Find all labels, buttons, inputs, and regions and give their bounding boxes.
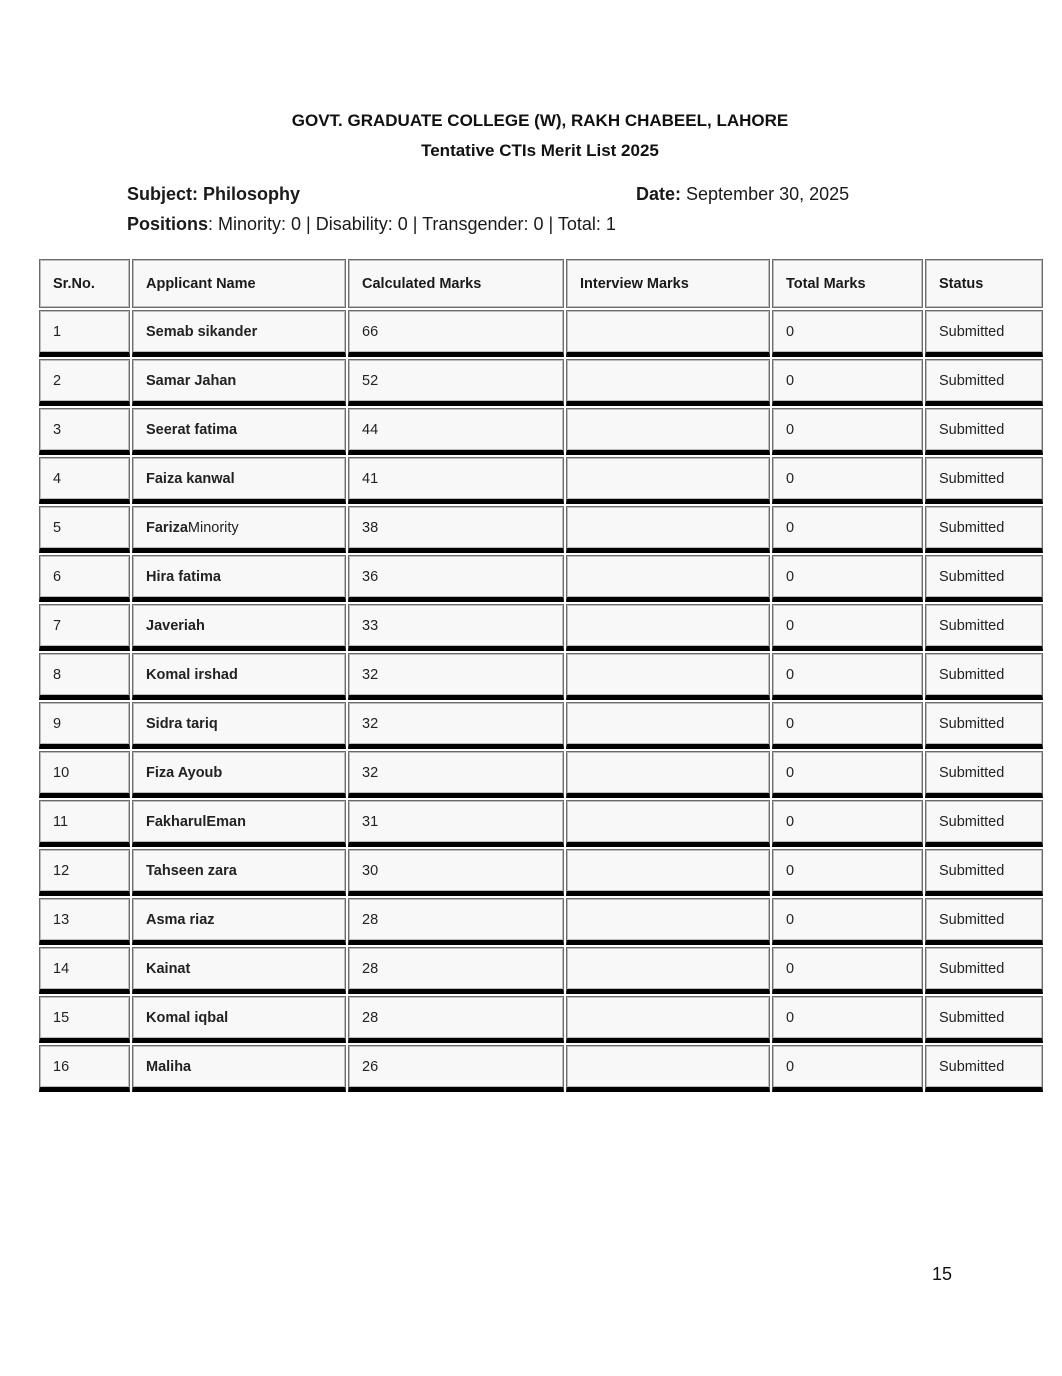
merit-list-title: Tentative CTIs Merit List 2025 bbox=[421, 141, 659, 160]
interview-marks-cell bbox=[566, 408, 770, 455]
applicant-name-cell bbox=[132, 653, 346, 700]
applicant-name: Hira fatima bbox=[146, 568, 221, 585]
table-row bbox=[39, 555, 1043, 602]
applicant-name: Faiza kanwal bbox=[146, 470, 235, 487]
table-row bbox=[39, 408, 1043, 455]
table-row bbox=[39, 604, 1043, 651]
applicant-name: Semab sikander bbox=[146, 323, 258, 340]
column-header-applicant-name: Applicant Name bbox=[132, 259, 346, 308]
interview-marks-cell bbox=[566, 898, 770, 945]
date-value: September 30, 2025 bbox=[686, 184, 850, 204]
sr-no-cell: 16 bbox=[39, 1045, 130, 1092]
applicant-name: Fiza Ayoub bbox=[146, 764, 223, 781]
interview-marks-cell bbox=[566, 506, 770, 553]
interview-marks-cell bbox=[566, 702, 770, 749]
sr-no-cell: 7 bbox=[39, 604, 130, 651]
sr-no-cell: 14 bbox=[39, 947, 130, 994]
applicant-name-cell bbox=[132, 800, 346, 847]
table-header-row bbox=[39, 259, 1043, 308]
sr-no-cell: 2 bbox=[39, 359, 130, 406]
status-cell: Submitted bbox=[925, 506, 1043, 553]
positions-label: Positions bbox=[127, 214, 209, 234]
applicant-name-cell bbox=[132, 1045, 346, 1092]
total-marks-cell: 0 bbox=[772, 408, 923, 455]
status-cell: Submitted bbox=[925, 359, 1043, 406]
status-cell: Submitted bbox=[925, 604, 1043, 651]
total-marks-cell: 0 bbox=[772, 898, 923, 945]
applicant-name: Fariza bbox=[146, 519, 188, 536]
calculated-marks-cell: 31 bbox=[348, 800, 564, 847]
calculated-marks-cell: 38 bbox=[348, 506, 564, 553]
total-marks-cell: 0 bbox=[772, 702, 923, 749]
applicant-name-cell bbox=[132, 702, 346, 749]
total-marks-cell: 0 bbox=[772, 310, 923, 357]
subject-line bbox=[127, 184, 300, 205]
interview-marks-cell bbox=[566, 457, 770, 504]
table-row bbox=[39, 800, 1043, 847]
applicant-category: Minority bbox=[187, 519, 239, 536]
calculated-marks-cell: 36 bbox=[348, 555, 564, 602]
interview-marks-cell bbox=[566, 800, 770, 847]
sr-no-cell: 12 bbox=[39, 849, 130, 896]
date-label: Date: bbox=[636, 184, 682, 204]
table-row bbox=[39, 702, 1043, 749]
status-cell: Submitted bbox=[925, 408, 1043, 455]
status-cell: Submitted bbox=[925, 653, 1043, 700]
applicant-name: Kainat bbox=[146, 960, 191, 977]
applicant-name-cell bbox=[132, 947, 346, 994]
calculated-marks-cell: 66 bbox=[348, 310, 564, 357]
interview-marks-cell bbox=[566, 359, 770, 406]
sr-no-cell: 5 bbox=[39, 506, 130, 553]
page-number: 15 bbox=[932, 1264, 953, 1284]
table-row bbox=[39, 310, 1043, 357]
status-cell: Submitted bbox=[925, 751, 1043, 798]
column-header-total-marks: Total Marks bbox=[772, 259, 923, 308]
table-row bbox=[39, 506, 1043, 553]
interview-marks-cell bbox=[566, 653, 770, 700]
applicant-name: FakharulEman bbox=[146, 813, 246, 830]
interview-marks-cell bbox=[566, 604, 770, 651]
applicant-name-cell bbox=[132, 408, 346, 455]
calculated-marks-cell: 33 bbox=[348, 604, 564, 651]
total-marks-cell: 0 bbox=[772, 1045, 923, 1092]
calculated-marks-cell: 41 bbox=[348, 457, 564, 504]
status-cell: Submitted bbox=[925, 310, 1043, 357]
applicant-name-cell bbox=[132, 457, 346, 504]
total-marks-cell: 0 bbox=[772, 947, 923, 994]
applicant-name: Javeriah bbox=[146, 617, 205, 634]
applicant-name: Samar Jahan bbox=[146, 372, 237, 389]
applicant-name-cell bbox=[132, 359, 346, 406]
sr-no-cell: 1 bbox=[39, 310, 130, 357]
applicant-name-cell bbox=[132, 996, 346, 1043]
interview-marks-cell bbox=[566, 849, 770, 896]
column-header-interview-marks: Interview Marks bbox=[566, 259, 770, 308]
calculated-marks-cell: 30 bbox=[348, 849, 564, 896]
column-header-status: Status bbox=[925, 259, 1043, 308]
total-marks-cell: 0 bbox=[772, 359, 923, 406]
applicant-name: Maliha bbox=[146, 1058, 192, 1075]
applicant-name-cell bbox=[132, 898, 346, 945]
status-cell: Submitted bbox=[925, 800, 1043, 847]
sr-no-cell: 10 bbox=[39, 751, 130, 798]
status-cell: Submitted bbox=[925, 702, 1043, 749]
date-line bbox=[636, 184, 849, 205]
calculated-marks-cell: 52 bbox=[348, 359, 564, 406]
column-header-calculated-marks: Calculated Marks bbox=[348, 259, 564, 308]
total-marks-cell: 0 bbox=[772, 555, 923, 602]
interview-marks-cell bbox=[566, 1045, 770, 1092]
table-body bbox=[39, 310, 1043, 1092]
applicant-name-cell bbox=[132, 310, 346, 357]
interview-marks-cell bbox=[566, 555, 770, 602]
applicant-name-cell bbox=[132, 555, 346, 602]
calculated-marks-cell: 28 bbox=[348, 947, 564, 994]
sr-no-cell: 9 bbox=[39, 702, 130, 749]
positions-value: : Minority: 0 | Disability: 0 | Transgender: 0 | Total: 1 bbox=[208, 214, 616, 234]
table-row bbox=[39, 653, 1043, 700]
calculated-marks-cell: 26 bbox=[348, 1045, 564, 1092]
sr-no-cell: 8 bbox=[39, 653, 130, 700]
column-header-sr-no: Sr.No. bbox=[39, 259, 130, 308]
table-row bbox=[39, 457, 1043, 504]
positions-line bbox=[127, 214, 616, 235]
status-cell: Submitted bbox=[925, 1045, 1043, 1092]
calculated-marks-cell: 28 bbox=[348, 996, 564, 1043]
sr-no-cell: 3 bbox=[39, 408, 130, 455]
table-row bbox=[39, 359, 1043, 406]
status-cell: Submitted bbox=[925, 849, 1043, 896]
calculated-marks-cell: 44 bbox=[348, 408, 564, 455]
merit-table bbox=[37, 257, 1045, 1094]
table-row bbox=[39, 1045, 1043, 1092]
total-marks-cell: 0 bbox=[772, 996, 923, 1043]
sr-no-cell: 15 bbox=[39, 996, 130, 1043]
interview-marks-cell bbox=[566, 310, 770, 357]
table-row bbox=[39, 898, 1043, 945]
applicant-name: Tahseen zara bbox=[146, 862, 237, 879]
status-cell: Submitted bbox=[925, 457, 1043, 504]
total-marks-cell: 0 bbox=[772, 604, 923, 651]
applicant-name-cell bbox=[132, 506, 346, 553]
applicant-name-cell bbox=[132, 751, 346, 798]
applicant-name: Seerat fatima bbox=[146, 421, 238, 438]
sr-no-cell: 6 bbox=[39, 555, 130, 602]
applicant-name: Komal irshad bbox=[146, 666, 238, 683]
table-row bbox=[39, 751, 1043, 798]
sr-no-cell: 11 bbox=[39, 800, 130, 847]
table-row bbox=[39, 996, 1043, 1043]
total-marks-cell: 0 bbox=[772, 751, 923, 798]
total-marks-cell: 0 bbox=[772, 849, 923, 896]
total-marks-cell: 0 bbox=[772, 800, 923, 847]
status-cell: Submitted bbox=[925, 555, 1043, 602]
interview-marks-cell bbox=[566, 996, 770, 1043]
applicant-name: Asma riaz bbox=[146, 911, 215, 928]
institution-title: GOVT. GRADUATE COLLEGE (W), RAKH CHABEEL, LAHORE bbox=[291, 111, 789, 130]
applicant-name-cell bbox=[132, 849, 346, 896]
subject-label: Subject: bbox=[127, 184, 199, 204]
sr-no-cell: 4 bbox=[39, 457, 130, 504]
calculated-marks-cell: 32 bbox=[348, 751, 564, 798]
calculated-marks-cell: 32 bbox=[348, 653, 564, 700]
applicant-name: Sidra tariq bbox=[146, 715, 218, 732]
total-marks-cell: 0 bbox=[772, 506, 923, 553]
applicant-name: Komal iqbal bbox=[146, 1009, 229, 1026]
status-cell: Submitted bbox=[925, 898, 1043, 945]
applicant-name-cell bbox=[132, 604, 346, 651]
table-row bbox=[39, 947, 1043, 994]
total-marks-cell: 0 bbox=[772, 653, 923, 700]
calculated-marks-cell: 32 bbox=[348, 702, 564, 749]
table-row bbox=[39, 849, 1043, 896]
status-cell: Submitted bbox=[925, 947, 1043, 994]
interview-marks-cell bbox=[566, 751, 770, 798]
interview-marks-cell bbox=[566, 947, 770, 994]
calculated-marks-cell: 28 bbox=[348, 898, 564, 945]
status-cell: Submitted bbox=[925, 996, 1043, 1043]
sr-no-cell: 13 bbox=[39, 898, 130, 945]
subject-value: Philosophy bbox=[203, 184, 301, 204]
total-marks-cell: 0 bbox=[772, 457, 923, 504]
